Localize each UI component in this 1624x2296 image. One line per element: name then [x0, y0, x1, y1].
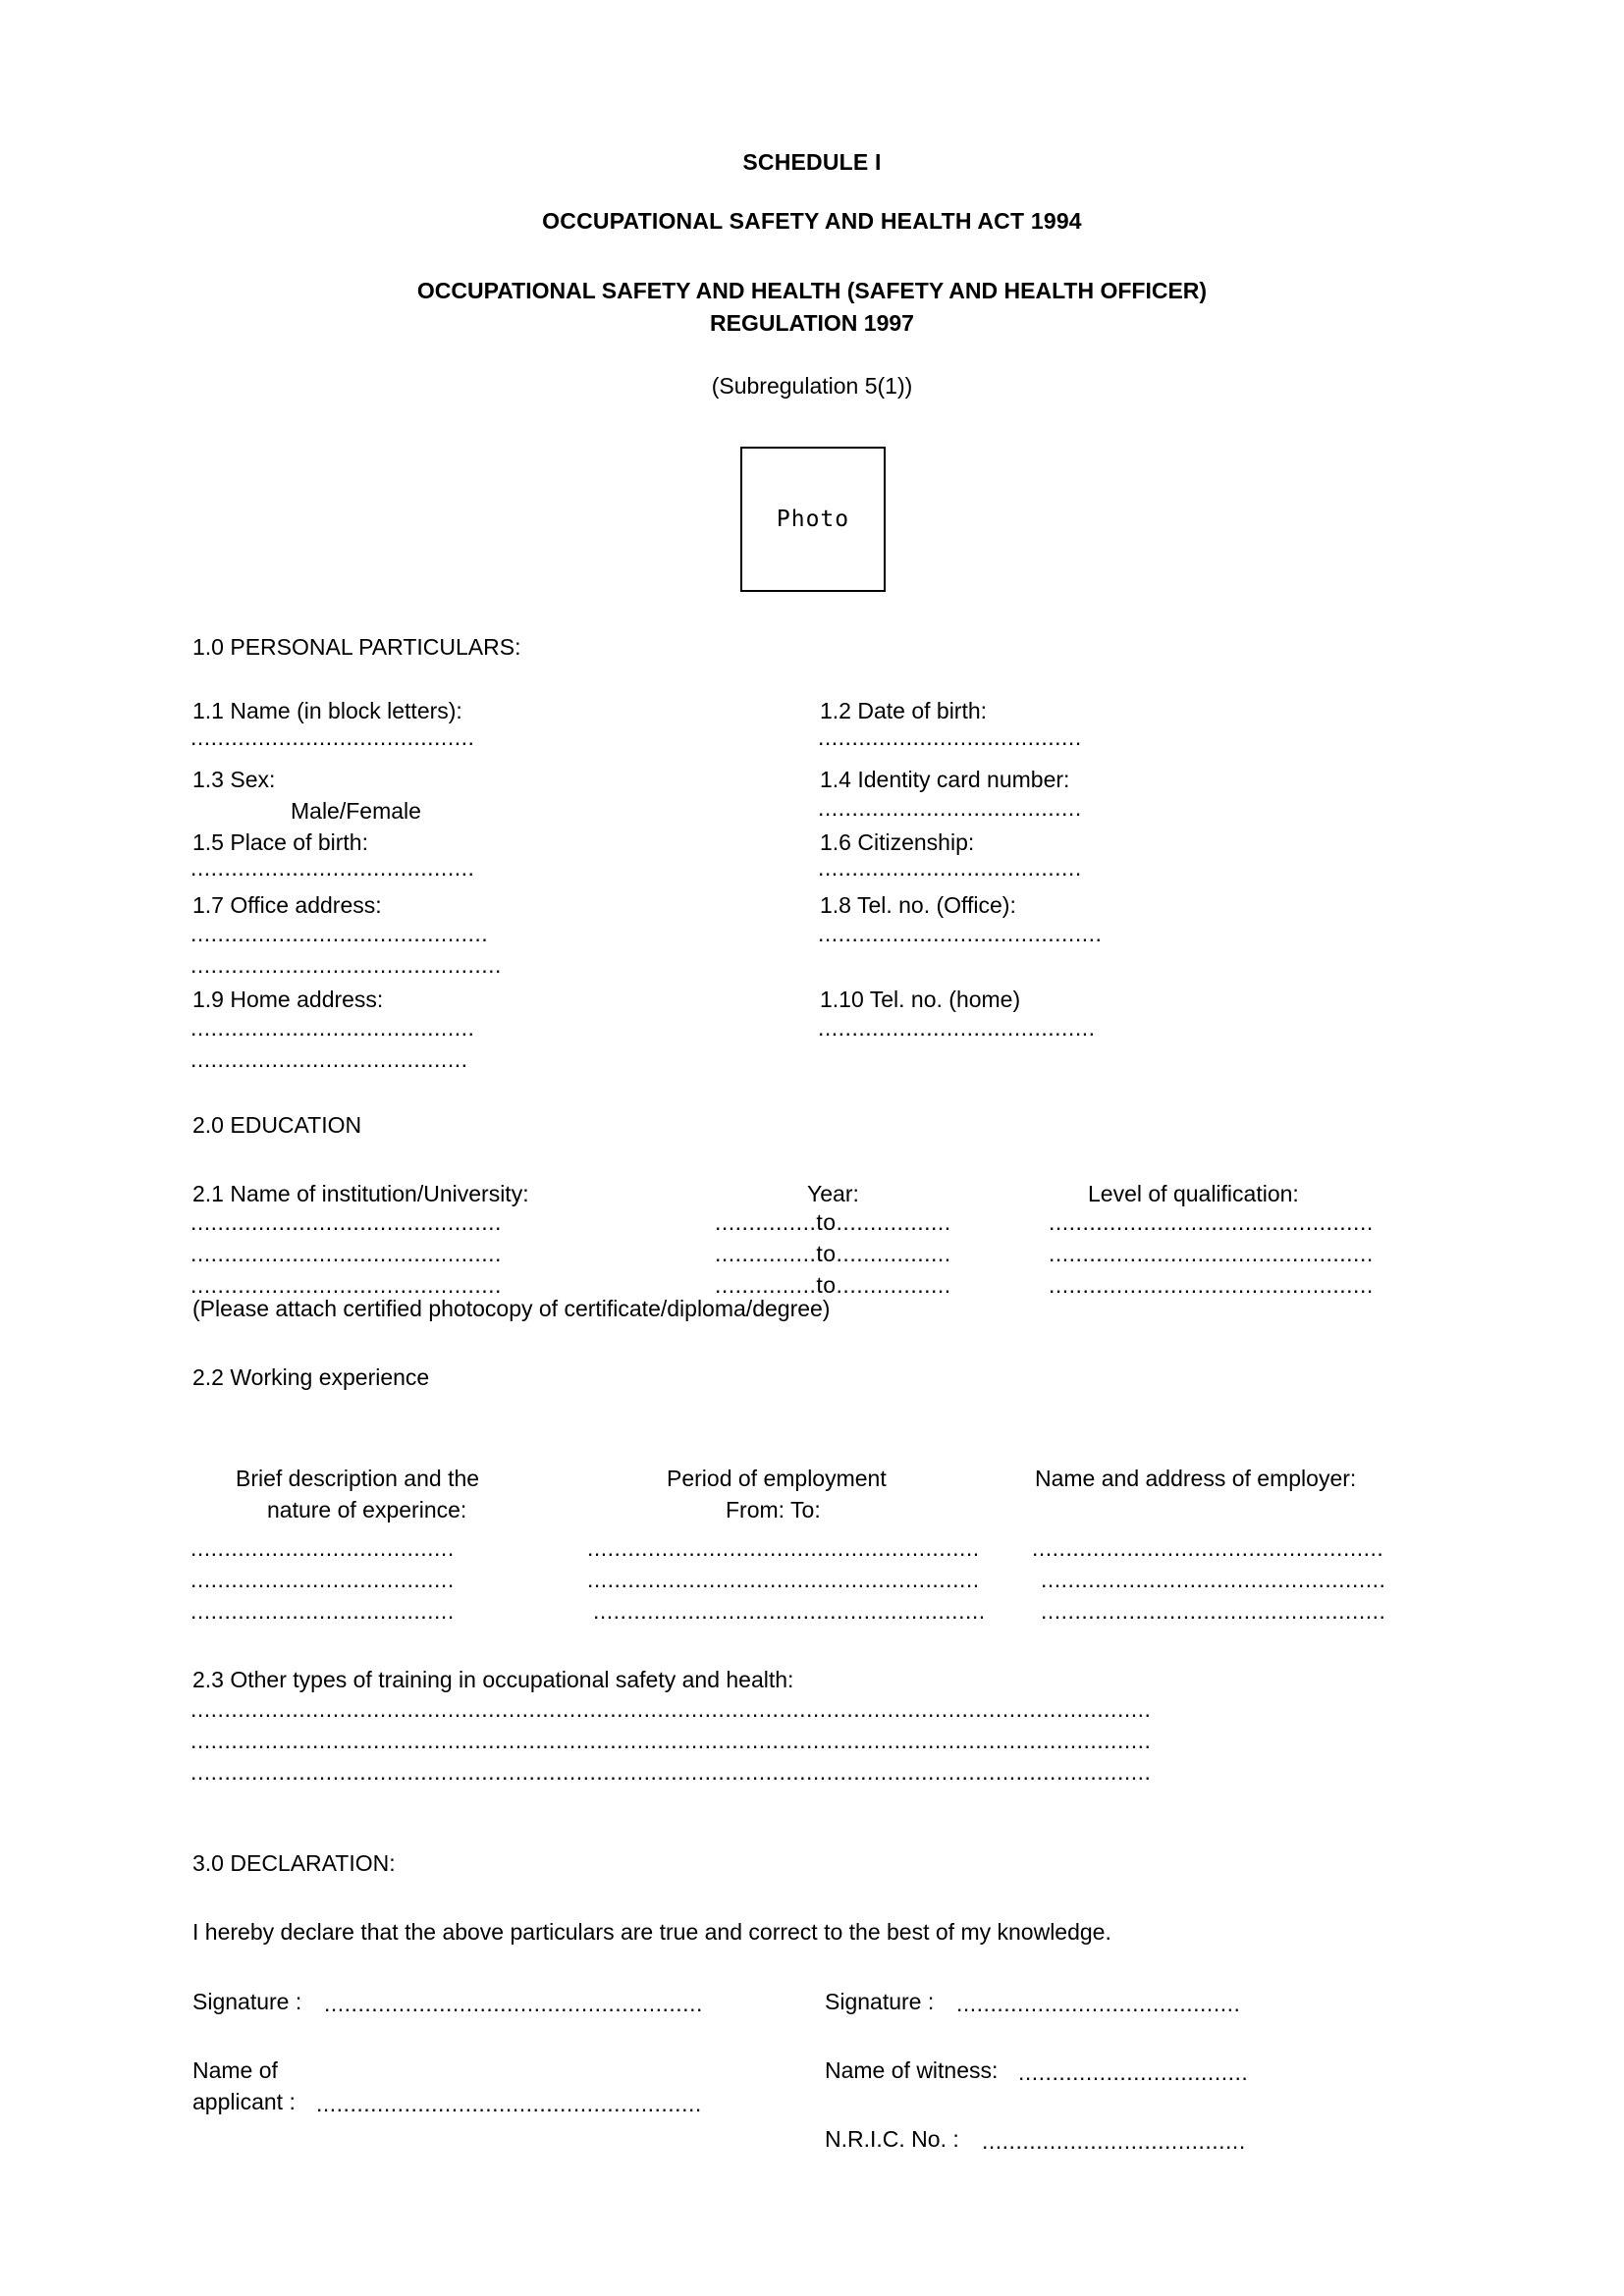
field-label-date-of-birth: 1.2 Date of birth:	[820, 698, 988, 723]
applicant-name-input[interactable]: .........................................................	[316, 2093, 702, 2115]
column-header-employer-name-address: Name and address of employer:	[1035, 1466, 1357, 1491]
other-training-input[interactable]: ..............................................................................................................................................	[190, 1730, 1152, 1752]
education-institution-input[interactable]: ..............................................	[190, 1243, 502, 1265]
witness-nric-label: N.R.I.C. No. :	[825, 2126, 966, 2152]
field-input-home-address-line2[interactable]: .........................................	[190, 1048, 468, 1071]
act-title: OCCUPATIONAL SAFETY AND HEALTH ACT 1994	[542, 208, 1082, 234]
field-label-home-address: 1.9 Home address:	[192, 987, 384, 1012]
column-header-level-of-qualification: Level of qualification:	[1088, 1181, 1299, 1206]
experience-employer-input[interactable]: ...................................................	[1041, 1600, 1386, 1623]
experience-employer-input[interactable]: ....................................................	[1032, 1537, 1384, 1560]
field-label-identity-card-number: 1.4 Identity card number:	[820, 767, 1070, 792]
field-label-tel-home: 1.10 Tel. no. (home)	[820, 987, 1021, 1012]
education-institution-input[interactable]: ..............................................	[190, 1274, 502, 1297]
column-header-brief-description-line2: nature of experince:	[267, 1497, 467, 1522]
education-year-input[interactable]: ...............to.................	[715, 1211, 951, 1234]
field-input-identity-card-number[interactable]: .......................................	[818, 797, 1082, 820]
education-level-input[interactable]: ................................................	[1049, 1211, 1374, 1234]
witness-nric-input[interactable]: .......................................	[982, 2130, 1246, 2153]
witness-signature-label: Signature :	[825, 1989, 941, 2014]
other-training-input[interactable]: ..............................................................................................................................................	[190, 1761, 1152, 1784]
field-input-office-address-line1[interactable]: ............................................	[190, 923, 489, 945]
field-input-citizenship[interactable]: .......................................	[818, 857, 1082, 880]
column-header-period-of-employment: Period of employment	[667, 1466, 887, 1491]
field-label-citizenship: 1.6 Citizenship:	[820, 829, 975, 855]
witness-name-label: Name of witness:	[825, 2057, 1004, 2083]
field-label-other-training: 2.3 Other types of training in occupational safety and health:	[192, 1667, 794, 1692]
regulation-title-line1: OCCUPATIONAL SAFETY AND HEALTH (SAFETY AND HEALTH OFFICER)	[416, 278, 1208, 303]
photo-placeholder-box	[740, 447, 886, 592]
field-input-date-of-birth[interactable]: .......................................	[818, 726, 1082, 749]
education-year-input[interactable]: ...............to.................	[715, 1243, 951, 1265]
applicant-name-label-line2: applicant :	[192, 2089, 302, 2114]
field-input-office-address-line2[interactable]: ..............................................	[190, 954, 502, 977]
applicant-signature-input[interactable]: ........................................................	[324, 1993, 703, 2015]
declaration-text: I hereby declare that the above particulars are true and correct to the best of my knowledge.	[192, 1919, 1111, 1945]
field-label-place-of-birth: 1.5 Place of birth:	[192, 829, 368, 855]
experience-employer-input[interactable]: ...................................................	[1041, 1569, 1386, 1591]
column-header-year: Year:	[807, 1181, 859, 1206]
photo-label: Photo	[776, 507, 850, 532]
witness-name-input[interactable]: ..................................	[1018, 2061, 1249, 2084]
regulation-title-line2: REGULATION 1997	[710, 310, 914, 336]
field-label-institution: 2.1 Name of institution/University:	[192, 1181, 529, 1206]
education-year-input[interactable]: ...............to.................	[715, 1274, 951, 1297]
other-training-input[interactable]: ..............................................................................................................................................	[190, 1698, 1152, 1721]
column-header-period-from-to: From: To:	[726, 1497, 821, 1522]
field-input-place-of-birth[interactable]: ..........................................	[190, 857, 475, 880]
field-input-name[interactable]: ..........................................	[190, 726, 475, 749]
applicant-signature-label: Signature :	[192, 1989, 308, 2014]
applicant-name-label-line1: Name of	[192, 2057, 278, 2083]
field-label-office-address: 1.7 Office address:	[192, 892, 382, 918]
field-label-sex: 1.3 Sex:	[192, 767, 276, 792]
experience-description-input[interactable]: .......................................	[190, 1537, 455, 1560]
section-2-heading: 2.0 EDUCATION	[192, 1112, 362, 1138]
section-1-heading: 1.0 PERSONAL PARTICULARS:	[192, 634, 521, 660]
experience-period-input[interactable]: ..........................................................	[593, 1600, 986, 1623]
education-level-input[interactable]: ................................................	[1049, 1243, 1374, 1265]
witness-signature-input[interactable]: ..........................................	[956, 1993, 1241, 2015]
section-3-heading: 3.0 DECLARATION:	[192, 1850, 396, 1876]
column-header-brief-description-line1: Brief description and the	[236, 1466, 480, 1491]
field-input-home-address-line1[interactable]: ..........................................	[190, 1017, 475, 1040]
subregulation-reference: (Subregulation 5(1))	[711, 373, 913, 399]
schedule-title: SCHEDULE I	[742, 149, 882, 175]
education-level-input[interactable]: ................................................	[1049, 1274, 1374, 1297]
education-institution-input[interactable]: ..............................................	[190, 1211, 502, 1234]
experience-period-input[interactable]: ..........................................................	[587, 1537, 980, 1560]
field-input-tel-office[interactable]: ..........................................	[818, 923, 1103, 945]
attach-certificate-note: (Please attach certified photocopy of certificate/diploma/degree)	[192, 1296, 831, 1321]
experience-period-input[interactable]: ..........................................................	[587, 1569, 980, 1591]
field-label-tel-office: 1.8 Tel. no. (Office):	[820, 892, 1016, 918]
field-option-sex[interactable]: Male/Female	[291, 798, 421, 824]
field-label-working-experience: 2.2 Working experience	[192, 1364, 430, 1390]
experience-description-input[interactable]: .......................................	[190, 1600, 455, 1623]
field-input-tel-home[interactable]: .........................................	[818, 1017, 1096, 1040]
field-label-name: 1.1 Name (in block letters):	[192, 698, 462, 723]
experience-description-input[interactable]: .......................................	[190, 1569, 455, 1591]
